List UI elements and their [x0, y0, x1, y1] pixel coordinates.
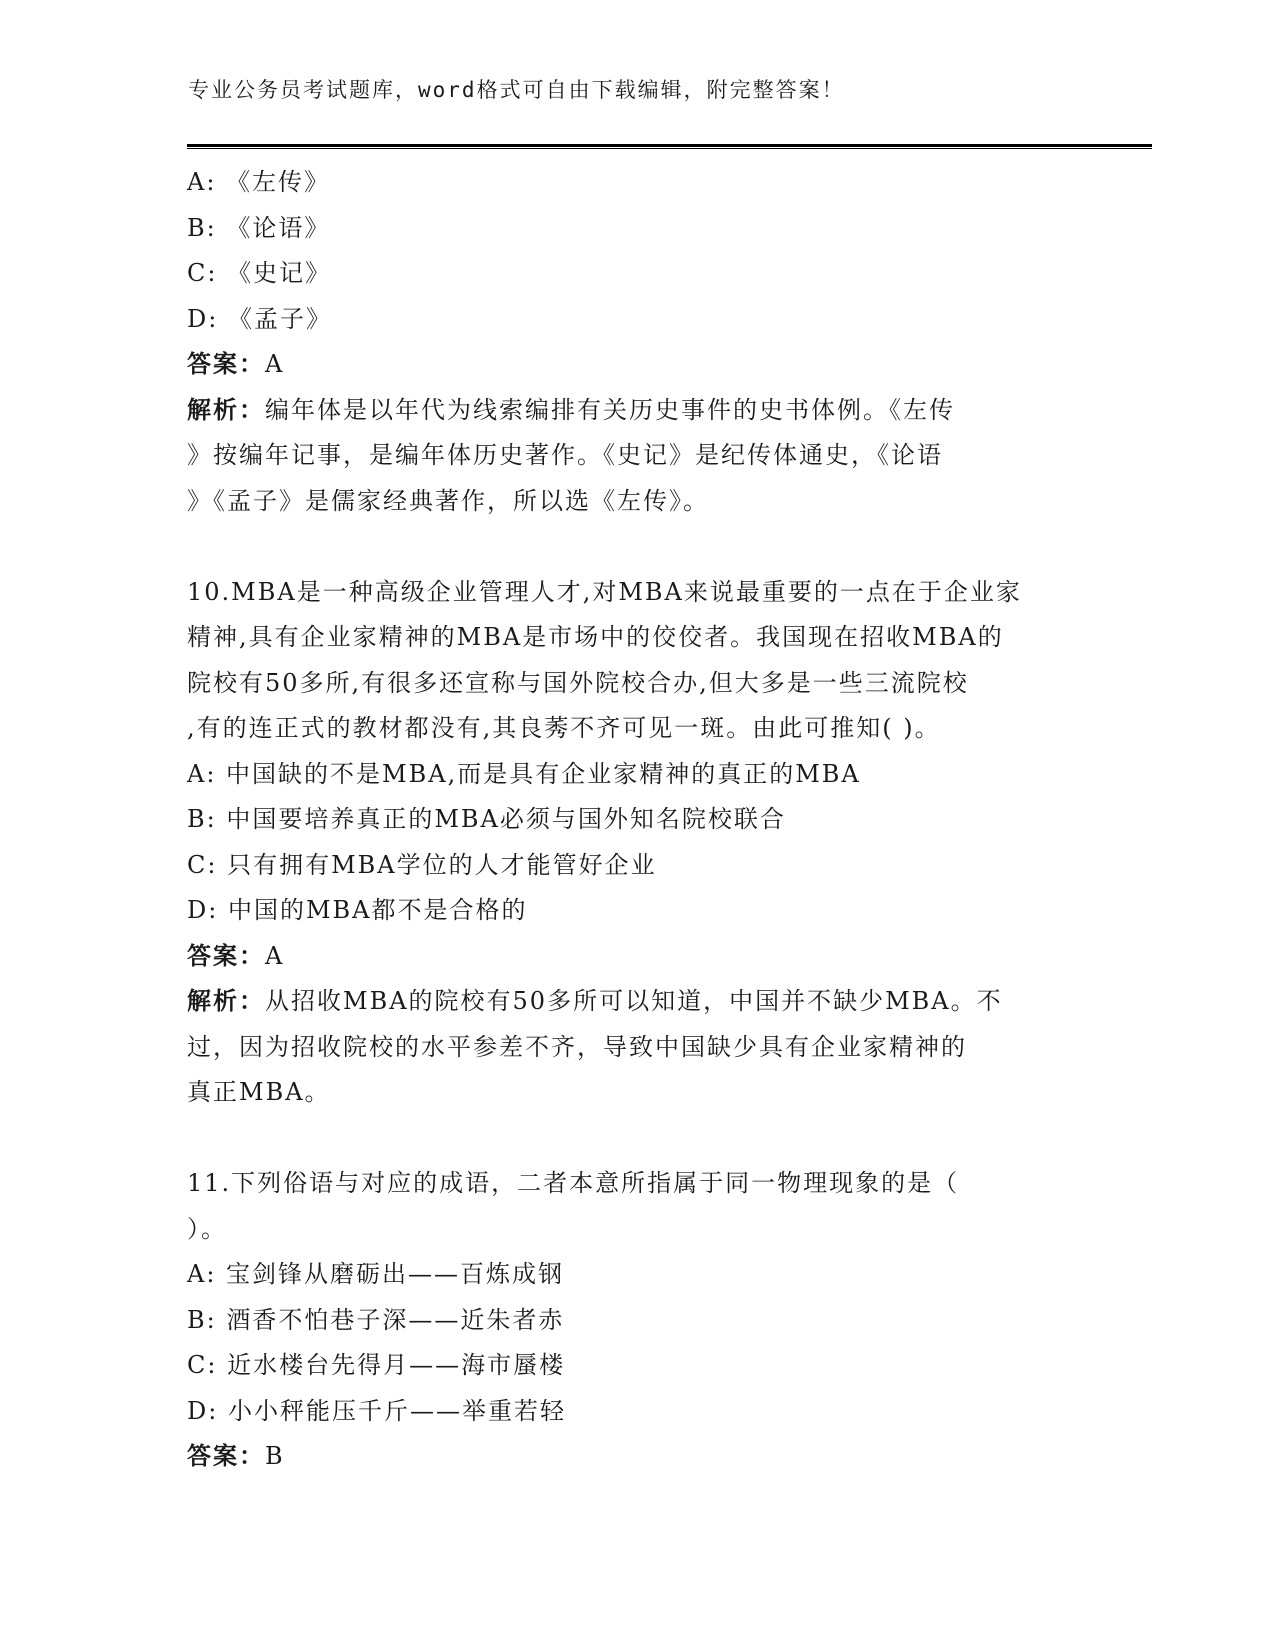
q9-analysis-line: 》按编年记事，是编年体历史著作。《史记》是纪传体通史，《论语	[187, 441, 943, 469]
q9-analysis-line: 》《孟子》是儒家经典著作，所以选《左传》。	[187, 486, 709, 515]
document-body	[187, 160, 1087, 1480]
q11-option-c: C: 近水楼台先得月——海市蜃楼	[187, 1351, 566, 1379]
q10-analysis-line: 真正MBA。	[187, 1078, 331, 1106]
q9-answer-value: A	[265, 350, 285, 378]
q10-stem-line: 院校有50多所,有很多还宣称与国外院校合办,但大多是一些三流院校	[187, 668, 969, 697]
spacer	[187, 1116, 1087, 1162]
q9-analysis-line	[187, 388, 1087, 434]
q11-stem-line: 11.下列俗语与对应的成语，二者本意所指属于同一物理现象的是（	[187, 1169, 960, 1197]
q9-option-b: B: 《论语》	[187, 213, 331, 242]
q9-analysis-label: 解析：	[187, 395, 265, 424]
q9-answer	[187, 342, 1087, 388]
q10-analysis-line: 过，因为招收院校的水平参差不齐，导致中国缺少具有企业家精神的	[187, 1032, 967, 1061]
q10-stem-line: 精神,具有企业家精神的MBA是市场中的佼佼者。我国现在招收MBA的	[187, 623, 1004, 651]
q11-stem-line: ）。	[187, 1214, 227, 1243]
q9-analysis-text: 编年体是以年代为线索编排有关历史事件的史书体例。《左传	[265, 395, 955, 424]
q10-analysis-label: 解析：	[187, 987, 265, 1015]
q10-answer-label: 答案：	[187, 941, 265, 970]
q10-stem-line: ,有的连正式的教材都没有,其良莠不齐可见一斑。由此可推知( )。	[187, 714, 941, 742]
q11-answer-label: 答案：	[187, 1442, 265, 1470]
q10-answer-value: A	[265, 941, 285, 970]
page-header: 专业公务员考试题库，word格式可自由下载编辑，附完整答案！	[188, 78, 845, 102]
q11-option-a: A: 宝剑锋从磨砺出——百炼成钢	[187, 1260, 565, 1288]
q11-answer	[187, 1434, 1087, 1480]
q11-answer-value: B	[265, 1442, 285, 1470]
q10-option-c: C: 只有拥有MBA学位的人才能管好企业	[187, 850, 657, 879]
q9-option-c: C: 《史记》	[187, 259, 332, 287]
q10-option-b: B: 中国要培养真正的MBA必须与国外知名院校联合	[187, 805, 786, 833]
spacer	[187, 524, 1087, 570]
q10-option-d: D: 中国的MBA都不是合格的	[187, 896, 528, 924]
q10-analysis-text: 从招收MBA的院校有50多所可以知道，中国并不缺少MBA。不	[265, 987, 1003, 1015]
q11-option-b: B: 酒香不怕巷子深——近朱者赤	[187, 1305, 565, 1334]
q10-analysis-line	[187, 979, 1087, 1025]
q9-option-d: D: 《孟子》	[187, 304, 332, 333]
q10-option-a: A: 中国缺的不是MBA,而是具有企业家精神的真正的MBA	[187, 759, 861, 788]
q9-option-a: A: 《左传》	[187, 168, 331, 196]
q9-answer-label: 答案：	[187, 350, 265, 378]
q11-option-d: D: 小小秤能压千斤——举重若轻	[187, 1396, 566, 1425]
header-divider	[187, 144, 1152, 149]
q10-answer	[187, 934, 1087, 980]
q10-stem-line: 10.MBA是一种高级企业管理人才,对MBA来说最重要的一点在于企业家	[187, 577, 1022, 606]
